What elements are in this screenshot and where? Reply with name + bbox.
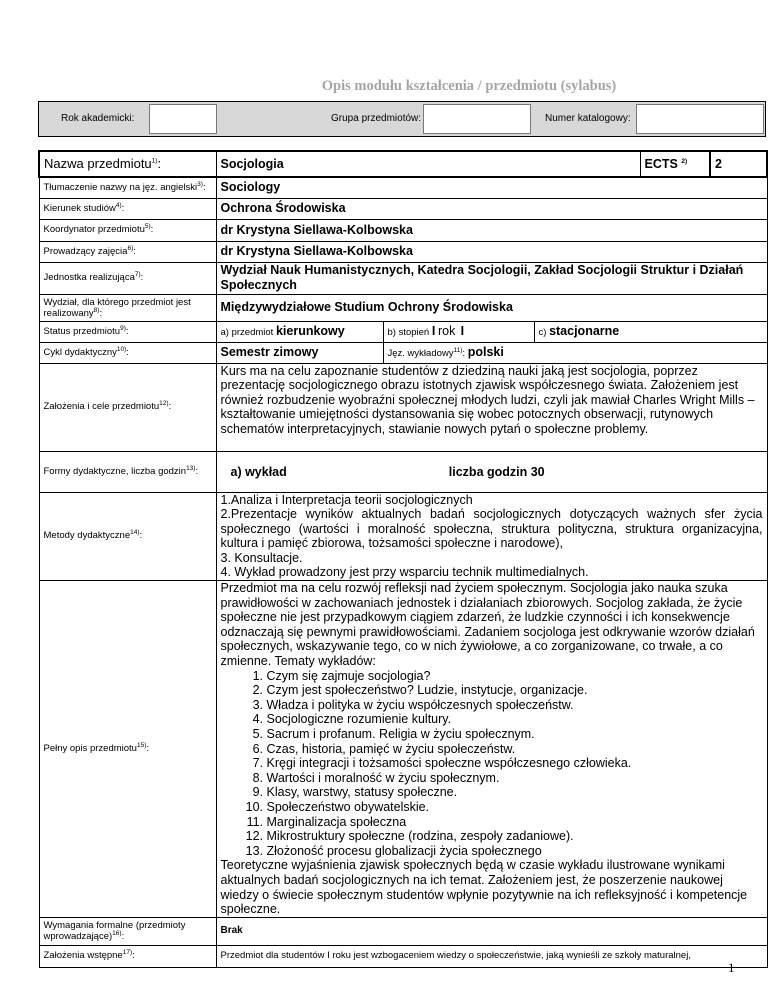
field-value: Ochrona Środowiska xyxy=(216,198,767,219)
req-value: Brak xyxy=(216,917,767,945)
field-label: Kierunek studiów$^{4)}$: xyxy=(39,198,216,219)
row-unit xyxy=(39,262,767,294)
topic-item: 3. Władza i polityka w życiu współczesnych społeczeństw. xyxy=(267,698,763,713)
status-type: a) przedmiot kierunkowy xyxy=(216,321,383,342)
document-title: Opis modułu kształcenia / przedmiotu (sylabus) xyxy=(321,78,617,94)
translation-label: Tłumaczenie nazwy na jęz. angielski$^{3)}$: xyxy=(39,177,216,198)
topic-item: 1. Czym się zajmuje socjologia? xyxy=(267,669,763,684)
topic-item: 2. Czym jest społeczeństwo? Ludzie, instytucje, organizacje. xyxy=(267,683,763,698)
row-prerequisites xyxy=(39,945,767,967)
row-methods xyxy=(39,492,767,581)
topic-item: 5. Sacrum i profanum. Religia w życiu społecznym. xyxy=(267,727,763,742)
row-status xyxy=(39,321,767,342)
method-line: 1.Analiza i Interpretacja teorii socjologicznych xyxy=(220,492,473,507)
topic-item: 13. Złożoność procesu globalizacji życia społecznego xyxy=(267,844,763,859)
topic-item: 10. Społeczeństwo obywatelskie. xyxy=(267,800,763,815)
translation-value: Sociology xyxy=(216,177,767,198)
unit-value: Wydział Nauk Humanistycznych, Katedra Socjologii, Zakład Socjologii Struktur i Działań Społecznych xyxy=(216,262,767,294)
full-outro: Teoretyczne wyjaśnienia zjawisk społecznych będą w czasie wykładu ilustrowane wynikami aktualnych badań socjologicznych na ich temat. Założeniem jest, że poszerzenie naukowej wiedzy o świecie społecznym studentów wpłynie pozytywnie na ich refleksyjność i kompetencje społeczne. xyxy=(220,858,748,917)
full-intro: Przedmiot ma na celu rozwój refleksji nad życiem społecznym. Socjologia jako nauka szuka prawidłowości w zachowaniach jednostek i działaniach zbiorowych. Socjolog zakłada, że życie społeczne nie jest przypadkowym ciągiem zdarzeń, że ludzkie czynności i ich konsekwencje odznaczają się pewnymi prawidłowościami. Zadaniem socjologa jest odkrywanie wzorów działań społecznych, wskazywanie tego, co w nich żywiołowe, a co zorganizowane, co trwałe, a co zmienne. Tematy wykładów: xyxy=(220,581,755,669)
name-label-cell: Nazwa przedmiotu$^{1)}$: xyxy=(39,151,216,177)
row-faculty xyxy=(39,294,767,321)
methods-value xyxy=(216,492,767,581)
row-coordinator xyxy=(39,219,767,241)
language-cell: Jęz. wykładowy$^{11)}$: polski xyxy=(383,342,767,363)
topic-item: 9. Klasy, warstwy, statusy społeczne. xyxy=(267,785,763,800)
method-line: 4. Wykład prowadzony jest przy wsparciu technik multimedialnych. xyxy=(220,565,589,580)
coordinator-label: Koordynator przedmiotu$^{5)}$: xyxy=(39,219,216,241)
row-full-description xyxy=(39,581,767,918)
lecturer-label: Prowadzący zajęcia$^{6)}$: xyxy=(39,241,216,262)
aims-label: Założenia i cele przedmiotu$^{12)}$: xyxy=(39,363,216,451)
req-label: Wymagania formalne (przedmioty wprowadzające)$^{16)}$: xyxy=(39,917,216,945)
row-requirements xyxy=(39,917,767,945)
full-value xyxy=(216,581,767,918)
topic-item: 8. Wartości i moralność w życiu społecznym. xyxy=(267,771,763,786)
topic-item: 4. Socjologiczne rozumienie kultury. xyxy=(267,712,763,727)
row-lecturer xyxy=(39,241,767,262)
forms-value: a) wykład liczba godzin 30 xyxy=(216,451,767,492)
name-value: Socjologia xyxy=(216,151,640,177)
status-mode: c) stacjonarne xyxy=(534,321,767,342)
ects-label-cell: ECTS $^{2)}$ xyxy=(640,151,710,177)
row-forms xyxy=(39,451,767,492)
cycle-label: Cykl dydaktyczny$^{10)}$: xyxy=(39,342,216,363)
row-name xyxy=(39,151,767,177)
topic-item: 12. Mikrostruktury społeczne (rodzina, zespoły zadaniowe). xyxy=(267,829,763,844)
unit-label: Jednostka realizująca$^{7)}$: xyxy=(39,262,216,294)
row-aims xyxy=(39,363,767,451)
topic-item: 6. Czas, historia, pamięć w życiu społeczeństw. xyxy=(267,742,763,757)
methods-label: Metody dydaktyczne$^{14)}$: xyxy=(39,492,216,581)
cycle-value: Semestr zimowy xyxy=(216,342,383,363)
topic-item: 7. Kręgi integracji i tożsamości społeczne współczesnego człowieka. xyxy=(267,756,763,771)
topic-item: 11. Marginalizacja społeczna xyxy=(267,815,763,830)
coordinator-value: dr Krystyna Siellawa-Kolbowska xyxy=(216,219,767,241)
catalog-label: Numer katalogowy: xyxy=(545,113,631,124)
catalog-field[interactable] xyxy=(636,104,764,134)
method-line: 2.Prezentacje wyników aktualnych badań socjologicznych dotyczących ważnych sfer życia społecznego (wartości i moralność społeczna, struktura polityczna, struktura organizacyjna, kultura i pamięć zbiorowa, tożsamości społeczne i narodowe), xyxy=(220,507,763,551)
prereq-label: Założenia wstępne$^{17)}$: xyxy=(39,945,216,967)
status-label: Status przedmiotu$^{9)}$: xyxy=(39,321,216,342)
header-bar xyxy=(38,101,766,137)
forms-label: Formy dydaktyczne, liczba godzin$^{13)}$: xyxy=(39,451,216,492)
page-number: 1 xyxy=(728,960,735,975)
faculty-value: Międzywydziałowe Studium Ochrony Środowiska xyxy=(216,294,767,321)
lecturer-value: dr Krystyna Siellawa-Kolbowska xyxy=(216,241,767,262)
syllabus-table xyxy=(38,150,768,968)
year-field[interactable] xyxy=(149,104,217,134)
full-label: Pełny opis przedmiotu$^{15)}$: xyxy=(39,581,216,918)
ects-value: 2 xyxy=(710,151,767,177)
year-label: Rok akademicki: xyxy=(61,113,135,124)
row-cycle xyxy=(39,342,767,363)
aims-value: Kurs ma na celu zapoznanie studentów z dziedziną nauki jaką jest socjologia, poprzez prezentację socjologicznego obrazu istotnych zjawisk współczesnego świata. Założeniem jest również rozbudzenie wyobraźni społecznej młodych ludzi, czyli jak mawiał Charles Wright Mills – kształtowanie umiejętności dystansowania się wobec potocznych obserwacji, rutynowych schematów interpretacyjnych, stawianie nowych pytań o społeczne problemy. xyxy=(216,363,767,451)
group-label: Grupa przedmiotów: xyxy=(331,113,422,124)
faculty-label: Wydział, dla którego przedmiot jest realizowany$^{8)}$: xyxy=(39,294,216,321)
method-line: 3. Konsultacje. xyxy=(220,550,303,565)
status-degree: b) stopień I rok I xyxy=(383,321,534,342)
prereq-value: Przedmiot dla studentów I roku jest wzbogaceniem wiedzy o społeczeństwie, jaką wynieśli ze szkoły maturalnej, xyxy=(216,945,767,967)
group-field[interactable] xyxy=(423,104,531,134)
row-translation xyxy=(39,177,767,198)
topics-list xyxy=(221,669,763,859)
row-field xyxy=(39,198,767,219)
